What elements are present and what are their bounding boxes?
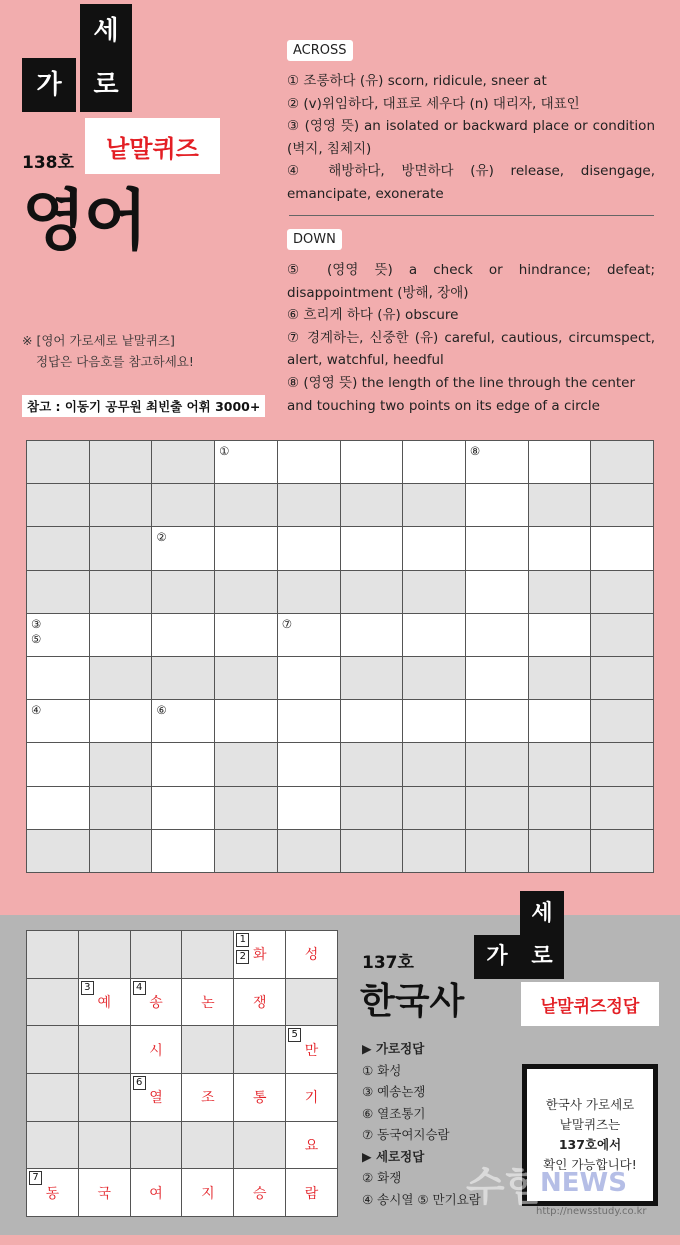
crossword-cell[interactable] bbox=[403, 614, 465, 656]
answer-issue-number: 137호 bbox=[362, 953, 414, 973]
crossword-cell bbox=[529, 743, 591, 785]
info-line: 한국사 가로세로 bbox=[545, 1097, 635, 1112]
answer-cell bbox=[27, 1122, 78, 1169]
crossword-cell[interactable] bbox=[27, 787, 89, 829]
crossword-cell bbox=[466, 743, 528, 785]
crossword-cell bbox=[466, 830, 528, 872]
answer-cell-number: 3 bbox=[81, 981, 94, 995]
answer-cell bbox=[131, 979, 182, 1026]
answer-cell bbox=[131, 1122, 182, 1169]
cell-number: ⑥ bbox=[156, 703, 167, 718]
crossword-cell[interactable] bbox=[152, 830, 214, 872]
across-clue: ① 조롱하다 (유) scorn, ridicule, sneer at bbox=[287, 73, 547, 89]
crossword-cell bbox=[591, 743, 653, 785]
crossword-cell[interactable] bbox=[341, 441, 403, 483]
crossword-cell bbox=[341, 484, 403, 526]
answer-title-char-ro: 로 bbox=[520, 935, 564, 979]
crossword-cell[interactable] bbox=[466, 700, 528, 742]
crossword-cell bbox=[27, 441, 89, 483]
crossword-cell bbox=[341, 571, 403, 613]
crossword-cell[interactable] bbox=[152, 743, 214, 785]
crossword-cell bbox=[90, 657, 152, 699]
crossword-cell[interactable] bbox=[403, 700, 465, 742]
crossword-cell bbox=[215, 484, 277, 526]
answer-cell-number: 6 bbox=[133, 1076, 146, 1090]
crossword-cell[interactable] bbox=[278, 614, 340, 656]
answer-cell bbox=[234, 1026, 285, 1073]
crossword-grid bbox=[26, 440, 654, 873]
answer-cell-number: 1 bbox=[236, 933, 249, 947]
crossword-cell[interactable] bbox=[27, 657, 89, 699]
crossword-cell[interactable] bbox=[152, 614, 214, 656]
crossword-cell bbox=[591, 787, 653, 829]
answer-subject: 한국사 bbox=[360, 981, 465, 1022]
answer-cell bbox=[79, 1122, 130, 1169]
crossword-cell[interactable] bbox=[591, 527, 653, 569]
crossword-cell[interactable] bbox=[341, 614, 403, 656]
crossword-cell bbox=[215, 830, 277, 872]
crossword-cell[interactable] bbox=[529, 441, 591, 483]
answer-cell bbox=[182, 1074, 233, 1121]
crossword-cell bbox=[152, 441, 214, 483]
answer-label: 낱말퀴즈정답 bbox=[521, 982, 659, 1026]
answer-cell bbox=[79, 1169, 130, 1216]
crossword-cell bbox=[215, 743, 277, 785]
answer-cell-number: 2 bbox=[236, 950, 249, 964]
answer-item: ① 화성 bbox=[362, 1062, 402, 1078]
answer-cell bbox=[182, 931, 233, 978]
answer-cell-number: 7 bbox=[29, 1171, 42, 1185]
answer-cell bbox=[182, 1169, 233, 1216]
crossword-cell[interactable] bbox=[466, 527, 528, 569]
answer-item: ④ 송시열 ⑤ 만기요람 bbox=[362, 1191, 481, 1207]
crossword-cell bbox=[90, 787, 152, 829]
down-clue: ⑦ 경계하는, 신중한 (유) careful, cautious, circumspect, alert, watchful, heedful bbox=[287, 329, 655, 369]
answer-char: 논 bbox=[201, 994, 215, 1011]
crossword-cell[interactable] bbox=[27, 743, 89, 785]
answer-cell bbox=[182, 1026, 233, 1073]
divider bbox=[289, 215, 654, 216]
crossword-cell bbox=[27, 571, 89, 613]
answer-char: 여 bbox=[149, 1185, 163, 1202]
crossword-cell bbox=[27, 830, 89, 872]
answer-cell bbox=[79, 979, 130, 1026]
watermark-url: http://newsstudy.co.kr bbox=[536, 1206, 647, 1217]
crossword-cell[interactable] bbox=[466, 441, 528, 483]
cell-number: ② bbox=[156, 530, 167, 545]
answer-cell bbox=[234, 1169, 285, 1216]
crossword-cell bbox=[27, 527, 89, 569]
crossword-cell bbox=[529, 484, 591, 526]
crossword-cell bbox=[90, 441, 152, 483]
answer-char: 예 bbox=[97, 994, 111, 1011]
across-clues bbox=[287, 70, 655, 206]
crossword-cell bbox=[403, 830, 465, 872]
crossword-cell[interactable] bbox=[152, 787, 214, 829]
across-clue: ③ (영영 뜻) an isolated or backward place or condition (벽지, 침체지) bbox=[287, 118, 655, 157]
down-clue: ⑤ (영영 뜻) a check or hindrance; defeat; disappointment (방해, 장애) bbox=[287, 262, 656, 301]
crossword-cell[interactable] bbox=[529, 527, 591, 569]
title-char-se: 세 bbox=[80, 4, 132, 58]
crossword-cell[interactable] bbox=[466, 614, 528, 656]
crossword-cell bbox=[403, 484, 465, 526]
answer-cell bbox=[131, 931, 182, 978]
answer-title-char-ga: 가 bbox=[474, 935, 520, 979]
down-clues bbox=[287, 259, 655, 417]
crossword-cell bbox=[403, 743, 465, 785]
crossword-cell bbox=[215, 571, 277, 613]
reference-label: 참고 : 이동기 공무원 최빈출 어휘 3000+ bbox=[22, 395, 265, 417]
crossword-cell bbox=[529, 830, 591, 872]
crossword-cell[interactable] bbox=[278, 700, 340, 742]
crossword-cell bbox=[152, 484, 214, 526]
answer-char: 요 bbox=[304, 1137, 319, 1154]
crossword-cell[interactable] bbox=[278, 527, 340, 569]
crossword-cell bbox=[341, 657, 403, 699]
crossword-cell bbox=[278, 571, 340, 613]
crossword-cell[interactable] bbox=[278, 657, 340, 699]
answer-cell bbox=[234, 931, 285, 978]
answer-cell bbox=[79, 931, 130, 978]
answer-item: ③ 예송논쟁 bbox=[362, 1084, 426, 1099]
across-clue: ④ 해방하다, 방면하다 (유) release, disengage, emancipate, exonerate bbox=[287, 163, 656, 202]
answer-char: 만 bbox=[304, 1042, 319, 1059]
answer-cell bbox=[182, 979, 233, 1026]
answer-char: 기 bbox=[304, 1090, 319, 1107]
cell-number: ① bbox=[219, 444, 230, 458]
crossword-cell[interactable] bbox=[152, 700, 214, 742]
info-line: 낱말퀴즈는 bbox=[559, 1117, 621, 1132]
info-line: 확인 가능합니다! bbox=[543, 1157, 637, 1172]
answer-char: 조 bbox=[201, 1090, 215, 1107]
answer-cell bbox=[234, 979, 285, 1026]
bottom-band bbox=[0, 1235, 680, 1245]
answer-char: 화 bbox=[252, 947, 267, 964]
crossword-cell bbox=[403, 571, 465, 613]
answer-char: 성 bbox=[304, 947, 319, 964]
crossword-cell[interactable] bbox=[403, 441, 465, 483]
across-answer-head: ▶ 가로정답 bbox=[362, 1041, 425, 1056]
crossword-cell bbox=[403, 787, 465, 829]
crossword-cell bbox=[341, 743, 403, 785]
crossword-cell[interactable] bbox=[466, 571, 528, 613]
cell-number: ③ ⑤ bbox=[31, 616, 42, 646]
answer-cell bbox=[27, 1169, 78, 1216]
answer-cell bbox=[286, 1169, 337, 1216]
down-answer-head: ▶ 세로정답 bbox=[362, 1148, 425, 1164]
crossword-cell bbox=[90, 743, 152, 785]
crossword-cell[interactable] bbox=[466, 657, 528, 699]
answer-char: 승 bbox=[252, 1185, 267, 1202]
crossword-cell[interactable] bbox=[90, 700, 152, 742]
crossword-cell bbox=[215, 657, 277, 699]
answer-char: 통 bbox=[252, 1090, 267, 1107]
down-clue: ⑥ 흐리게 하다 (유) obscure bbox=[287, 307, 459, 324]
crossword-cell[interactable] bbox=[152, 527, 214, 569]
quiz-label: 낱말퀴즈 bbox=[85, 118, 220, 174]
crossword-cell[interactable] bbox=[215, 700, 277, 742]
answer-cell bbox=[286, 979, 337, 1026]
answer-cell-number: 4 bbox=[133, 981, 146, 995]
across-clue: ② (v)위임하다, 대표로 세우다 (n) 대리자, 대표인 bbox=[287, 95, 580, 112]
answer-cell-number: 5 bbox=[288, 1028, 301, 1042]
crossword-cell bbox=[341, 830, 403, 872]
subject-title: 영어 bbox=[22, 182, 146, 259]
answer-cell bbox=[131, 1169, 182, 1216]
title-char-ga: 가 bbox=[22, 58, 76, 112]
crossword-cell bbox=[90, 571, 152, 613]
answer-cell bbox=[286, 931, 337, 978]
answer-char: 송 bbox=[149, 994, 163, 1011]
note-line-1: ※ [영어 가로세로 낱말퀴즈] bbox=[22, 333, 175, 348]
answer-cell bbox=[286, 1026, 337, 1073]
answer-char: 동 bbox=[45, 1185, 60, 1202]
cell-number: ⑧ bbox=[469, 444, 481, 458]
crossword-cell bbox=[152, 657, 214, 699]
crossword-cell[interactable] bbox=[341, 700, 403, 742]
down-clue: ⑧ (영영 뜻) the length of the line through the center and touching two points on its edge of a circle bbox=[287, 374, 636, 414]
answer-cell bbox=[234, 1122, 285, 1169]
crossword-cell bbox=[90, 484, 152, 526]
title-char-ro: 로 bbox=[80, 58, 132, 112]
answer-cell bbox=[131, 1074, 182, 1121]
crossword-cell[interactable] bbox=[466, 484, 528, 526]
crossword-cell[interactable] bbox=[27, 700, 89, 742]
crossword-cell[interactable] bbox=[341, 527, 403, 569]
down-label: DOWN bbox=[287, 229, 342, 250]
issue-number: 138호 bbox=[22, 153, 74, 173]
watermark-news: NEWS bbox=[540, 1168, 627, 1198]
crossword-cell[interactable] bbox=[278, 787, 340, 829]
cell-number: ⑦ bbox=[281, 616, 293, 631]
crossword-cell[interactable] bbox=[529, 700, 591, 742]
answer-cell bbox=[27, 931, 78, 978]
crossword-cell[interactable] bbox=[278, 743, 340, 785]
answer-note bbox=[22, 330, 194, 372]
answer-title-char-se: 세 bbox=[520, 891, 564, 937]
answer-char: 국 bbox=[97, 1185, 111, 1202]
info-line: 137호에서 bbox=[558, 1137, 622, 1152]
crossword-cell bbox=[591, 484, 653, 526]
answer-cell bbox=[79, 1074, 130, 1121]
answer-char: 람 bbox=[304, 1185, 319, 1202]
answer-char: 시 bbox=[149, 1042, 163, 1059]
crossword-cell bbox=[591, 614, 653, 656]
answer-grid bbox=[26, 930, 338, 1217]
crossword-cell bbox=[278, 830, 340, 872]
crossword-cell bbox=[591, 830, 653, 872]
answer-cell bbox=[27, 1074, 78, 1121]
crossword-cell bbox=[152, 571, 214, 613]
answer-cell bbox=[27, 1026, 78, 1073]
crossword-cell bbox=[529, 657, 591, 699]
watermark-logo: 수험 bbox=[466, 1164, 544, 1210]
crossword-cell[interactable] bbox=[215, 527, 277, 569]
crossword-cell bbox=[403, 657, 465, 699]
answer-item: ⑥ 열조통기 bbox=[362, 1105, 426, 1121]
answer-cell bbox=[27, 979, 78, 1026]
answer-item: ⑦ 동국여지승람 bbox=[362, 1127, 450, 1142]
crossword-cell bbox=[591, 571, 653, 613]
answer-cell bbox=[286, 1122, 337, 1169]
crossword-cell[interactable] bbox=[529, 614, 591, 656]
across-label: ACROSS bbox=[287, 40, 353, 61]
cell-number: ④ bbox=[31, 703, 42, 718]
crossword-cell[interactable] bbox=[27, 614, 89, 656]
crossword-cell[interactable] bbox=[215, 441, 277, 483]
answer-item: ② 화쟁 bbox=[362, 1170, 402, 1185]
crossword-cell bbox=[341, 787, 403, 829]
crossword-cell[interactable] bbox=[403, 527, 465, 569]
crossword-cell bbox=[27, 484, 89, 526]
crossword-cell[interactable] bbox=[278, 441, 340, 483]
crossword-cell[interactable] bbox=[90, 614, 152, 656]
crossword-cell bbox=[529, 571, 591, 613]
crossword-cell bbox=[90, 830, 152, 872]
answer-cell bbox=[234, 1074, 285, 1121]
crossword-cell bbox=[591, 657, 653, 699]
crossword-cell bbox=[591, 441, 653, 483]
answer-list bbox=[362, 1038, 481, 1210]
answer-cell bbox=[131, 1026, 182, 1073]
answer-cell bbox=[79, 1026, 130, 1073]
answer-cell bbox=[182, 1122, 233, 1169]
answer-char: 지 bbox=[201, 1185, 215, 1202]
crossword-cell bbox=[591, 700, 653, 742]
note-line-2: 정답은 다음호를 참고하세요! bbox=[36, 354, 194, 369]
crossword-cell bbox=[466, 787, 528, 829]
crossword-cell bbox=[529, 787, 591, 829]
crossword-cell bbox=[278, 484, 340, 526]
answer-char: 쟁 bbox=[252, 994, 267, 1011]
crossword-cell bbox=[215, 787, 277, 829]
answer-char: 열 bbox=[149, 1090, 163, 1107]
answer-cell bbox=[286, 1074, 337, 1121]
crossword-cell[interactable] bbox=[215, 614, 277, 656]
crossword-cell bbox=[90, 527, 152, 569]
